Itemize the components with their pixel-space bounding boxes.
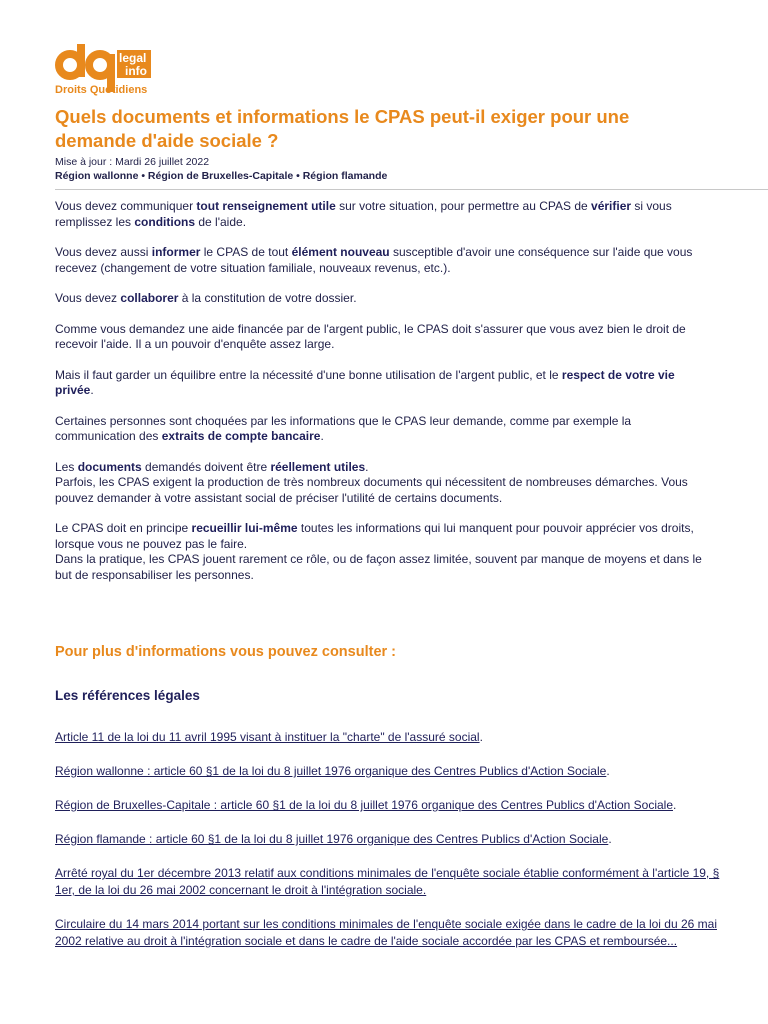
- text: à la constitution de votre dossier.: [178, 291, 357, 305]
- text: Certaines personnes sont choquées par les informations que le CPAS leur demande, comme par exemple la communication des: [55, 413, 632, 443]
- reference-link[interactable]: Arrêté royal du 1er décembre 2013 relatif aux conditions minimales de l'enquête sociale établie conformément à l'article 19, § 1er, de la loi du 26 mai 2002 concernant le droit à l'intégration sociale.: [55, 866, 720, 897]
- reference-item: [55, 763, 720, 780]
- reference-item: [55, 797, 720, 814]
- text: Vous devez aussi: [55, 245, 152, 259]
- text: susceptible d'avoir une conséquence sur l'aide que vous recevez (changement de votre situation familiale, nouveaux revenus, etc.).: [55, 245, 693, 275]
- reference-item: [55, 865, 720, 899]
- text: .: [606, 764, 610, 778]
- text: .: [365, 459, 369, 474]
- text: Dans la pratique, les CPAS jouent rarement ce rôle, ou de façon assez limitée, souvent par manque de moyens et dans le but de responsabiliser les personnes.: [55, 552, 702, 582]
- text: .: [673, 798, 677, 812]
- bold-text: conditions: [134, 214, 196, 229]
- text: de l'aide.: [195, 214, 247, 229]
- references-list: [55, 729, 720, 967]
- paragraph-5: [55, 368, 715, 399]
- text: demandés doivent être: [141, 459, 271, 474]
- paragraph-1: [55, 199, 715, 230]
- more-info-heading: Pour plus d'informations vous pouvez consulter :: [55, 644, 397, 660]
- bold-text: documents: [77, 459, 142, 474]
- paragraph-2: [55, 245, 715, 276]
- article-body: [55, 199, 715, 598]
- text: Les: [55, 459, 78, 474]
- divider: [55, 189, 768, 190]
- update-date: Mise à jour : Mardi 26 juillet 2022: [55, 156, 210, 168]
- logo-text-info: info: [125, 64, 147, 78]
- bold-text: vérifier: [591, 199, 632, 213]
- legal-references-heading: Les références légales: [55, 688, 200, 703]
- paragraph-6: [55, 414, 715, 445]
- bold-text: informer: [151, 245, 201, 259]
- reference-link[interactable]: Région wallonne : article 60 §1 de la loi du 8 juillet 1976 organique des Centres Publics d'Action Sociale: [55, 764, 607, 778]
- bold-text: respect de votre vie privée: [55, 367, 675, 397]
- bold-text: extraits de compte bancaire: [161, 429, 321, 443]
- text: Parfois, les CPAS exigent la production de très nombreux documents qui nécessitent de nombreuses démarches. Vous pouvez demander à votre assistant social de préciser l'utilité de certains documents.: [55, 475, 688, 505]
- text: Le CPAS doit en principe: [55, 521, 192, 535]
- text: Mais il faut garder un équilibre entre la nécessité d'une bonne utilisation de l'argent public, et le: [55, 367, 562, 382]
- paragraph-7: [55, 460, 715, 507]
- bold-text: tout renseignement utile: [196, 199, 336, 213]
- paragraph-3: [55, 291, 715, 307]
- text: toutes les informations qui lui manquent pour pouvoir apprécier vos droits, lorsque vous ne pouvez pas le faire.: [55, 521, 694, 551]
- bold-text: réellement utiles: [270, 459, 366, 474]
- bold-text: élément nouveau: [291, 245, 390, 259]
- reference-item: [55, 916, 720, 950]
- text: Vous devez: [55, 291, 121, 305]
- reference-link[interactable]: Circulaire du 14 mars 2014 portant sur les conditions minimales de l'enquête sociale exigée dans le cadre de la loi du 26 mai 2002 relative au droit à l'intégration sociale et dans le cadre de l'aide sociale accordée par les CPAS et remboursée...: [55, 917, 717, 948]
- text: .: [479, 730, 483, 744]
- regions-line: Région wallonne • Région de Bruxelles-Capitale • Région flamande: [55, 170, 388, 182]
- logo-tagline: Droits Quotidiens: [55, 84, 148, 96]
- reference-item: [55, 729, 720, 746]
- logo-text-legal: legal: [119, 51, 147, 65]
- bold-text: collaborer: [120, 291, 179, 305]
- text: Vous devez communiquer: [55, 199, 197, 213]
- text: sur votre situation, pour permettre au CPAS de: [335, 199, 592, 213]
- paragraph-8: [55, 521, 715, 583]
- paragraph-4: Comme vous demandez une aide financée par de l'argent public, le CPAS doit s'assurer que vous avez bien le droit de recevoir l'aide. Il a un pouvoir d'enquête assez large.: [55, 321, 686, 351]
- bold-text: recueillir lui-même: [191, 521, 298, 535]
- text: .: [608, 832, 612, 846]
- reference-link[interactable]: Article 11 de la loi du 11 avril 1995 visant à instituer la "charte" de l'assuré social: [55, 730, 480, 744]
- page-title: Quels documents et informations le CPAS peut-il exiger pour une demande d'aide sociale ?: [55, 106, 630, 151]
- reference-item: [55, 831, 720, 848]
- text: si vous remplissez les: [55, 199, 672, 229]
- text: .: [320, 429, 324, 443]
- meta-block: [55, 155, 387, 183]
- reference-link[interactable]: Région flamande : article 60 §1 de la loi du 8 juillet 1976 organique des Centres Publics d'Action Sociale: [55, 832, 609, 846]
- text: le CPAS de tout: [200, 245, 292, 259]
- reference-link[interactable]: Région de Bruxelles-Capitale : article 60 §1 de la loi du 8 juillet 1976 organique des Centres Publics d'Action Sociale: [55, 798, 673, 812]
- text: .: [90, 383, 94, 397]
